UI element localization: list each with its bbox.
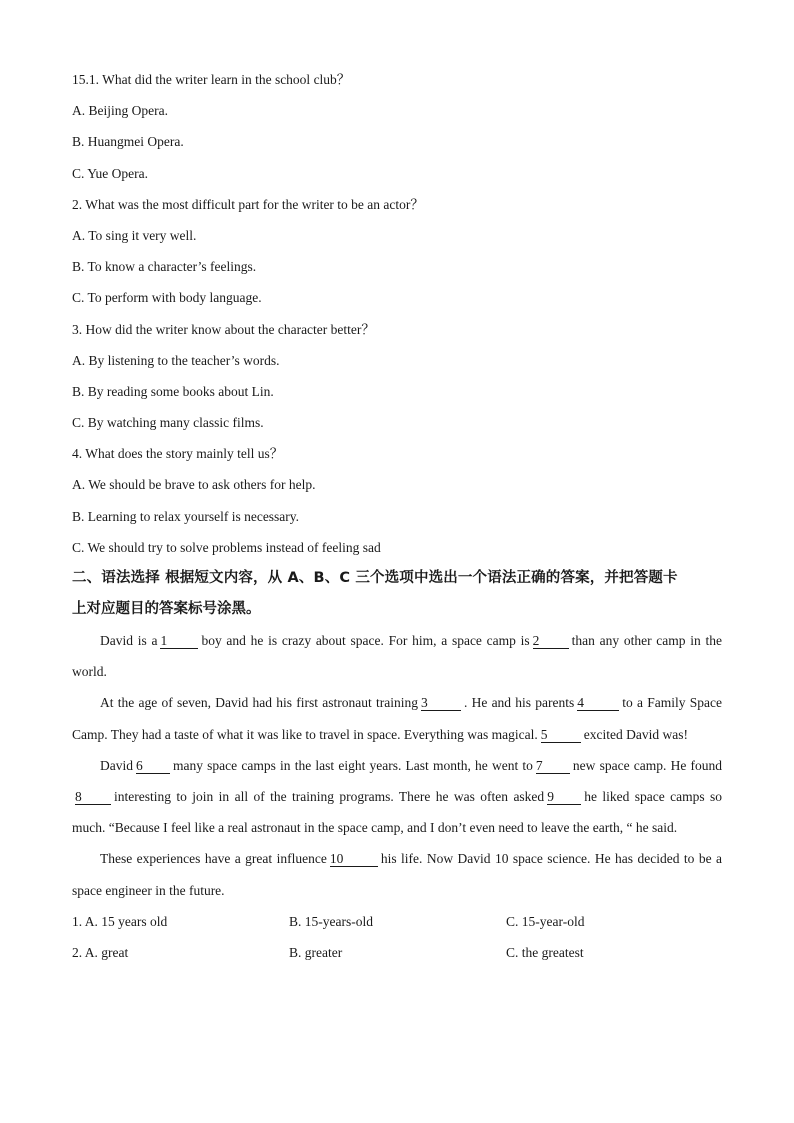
passage-text: These experiences have a great influence (100, 851, 327, 867)
option-a: A. Beijing Opera. (72, 103, 168, 119)
passage-paragraph-3 (72, 750, 722, 844)
blank-2: 2 (533, 634, 569, 649)
passage-text: excited David was! (583, 726, 688, 742)
choice-a: 2. A. great (72, 945, 129, 961)
passage-text: his life. Now David 10 space science. He has decided to be a space engineer in the future. (72, 851, 722, 898)
blank-6: 6 (136, 759, 170, 774)
passage-text: At the age of seven, David had his first astronaut training (100, 695, 418, 711)
blank-10: 10 (330, 852, 378, 867)
passage-text: boy and he is crazy about space. For him, a space camp is (201, 633, 530, 648)
blank-9: 9 (547, 790, 581, 805)
question-3 (72, 314, 722, 439)
option-a: A. We should be brave to ask others for help. (72, 477, 316, 493)
passage-text: many space camps in the last eight years. Last month, he went to (173, 757, 533, 773)
option-b: B. To know a character’s feelings. (72, 259, 257, 275)
choice-row-1 (72, 906, 722, 937)
passage-paragraph-1 (72, 625, 722, 687)
blank-8: 8 (75, 790, 111, 805)
blank-7: 7 (536, 759, 570, 774)
passage-text: new space camp. He found (572, 757, 722, 773)
blank-5: 5 (541, 728, 581, 743)
option-b: B. By reading some books about Lin. (72, 383, 274, 399)
passage-paragraph-4 (72, 843, 722, 905)
option-c: C. By watching many classic films. (72, 415, 264, 431)
option-c: C. To perform with body language. (72, 290, 262, 306)
option-a: A. By listening to the teacher’s words. (72, 352, 280, 368)
choice-c: C. 15-year-old (506, 913, 585, 929)
blank-1: 1 (160, 634, 198, 649)
answer-choices (72, 906, 722, 968)
document-page (72, 64, 722, 968)
passage-text: to a Family Space Camp. They had a taste of what it was like to travel in space. Everything was magical. (72, 695, 723, 742)
choice-b: B. 15-years-old (289, 913, 373, 929)
option-b: B. Huangmei Opera. (72, 134, 184, 150)
question-text: 15.1. What did the writer learn in the school club？ (72, 72, 351, 87)
question-1 (72, 64, 722, 189)
blank-3: 3 (421, 696, 461, 711)
question-2 (72, 189, 722, 314)
question-text: 4. What does the story mainly tell us？ (72, 446, 284, 462)
choice-a: 1. A. 15 years old (72, 913, 168, 929)
section-heading-line-2: 上对应题目的答案标号涂黑。 (72, 601, 261, 617)
option-c: C. We should try to solve problems instead of feeling sad (72, 539, 381, 555)
passage-text: than any other camp in the world. (72, 633, 722, 680)
choice-c: C. the greatest (506, 945, 584, 961)
choice-b: B. greater (289, 945, 343, 961)
passage-text: David is a (100, 633, 158, 648)
question-text: 3. How did the writer know about the character better？ (72, 321, 375, 337)
passage-paragraph-2 (72, 687, 722, 749)
section-heading (72, 563, 722, 625)
passage-text: interesting to join in all of the training programs. There he was often asked (114, 789, 545, 805)
passage-text: David (100, 757, 133, 773)
question-4 (72, 438, 722, 563)
option-a: A. To sing it very well. (72, 227, 197, 243)
option-c: C. Yue Opera. (72, 165, 148, 181)
option-b: B. Learning to relax yourself is necessary. (72, 508, 300, 524)
passage-text: . He and his parents (463, 695, 575, 711)
passage-text: he liked space camps so much. “Because I feel like a real astronaut in the space camp, and I don’t even need to leave the earth, “ he said. (72, 789, 722, 836)
blank-4: 4 (577, 696, 619, 711)
question-text: 2. What was the most difficult part for the writer to be an actor？ (72, 196, 424, 212)
section-heading-line-1: 二、语法选择 根据短文内容，从 A、B、C 三个选项中选出一个语法正确的答案，并把答题卡 (72, 570, 678, 586)
choice-row-2 (72, 937, 722, 968)
